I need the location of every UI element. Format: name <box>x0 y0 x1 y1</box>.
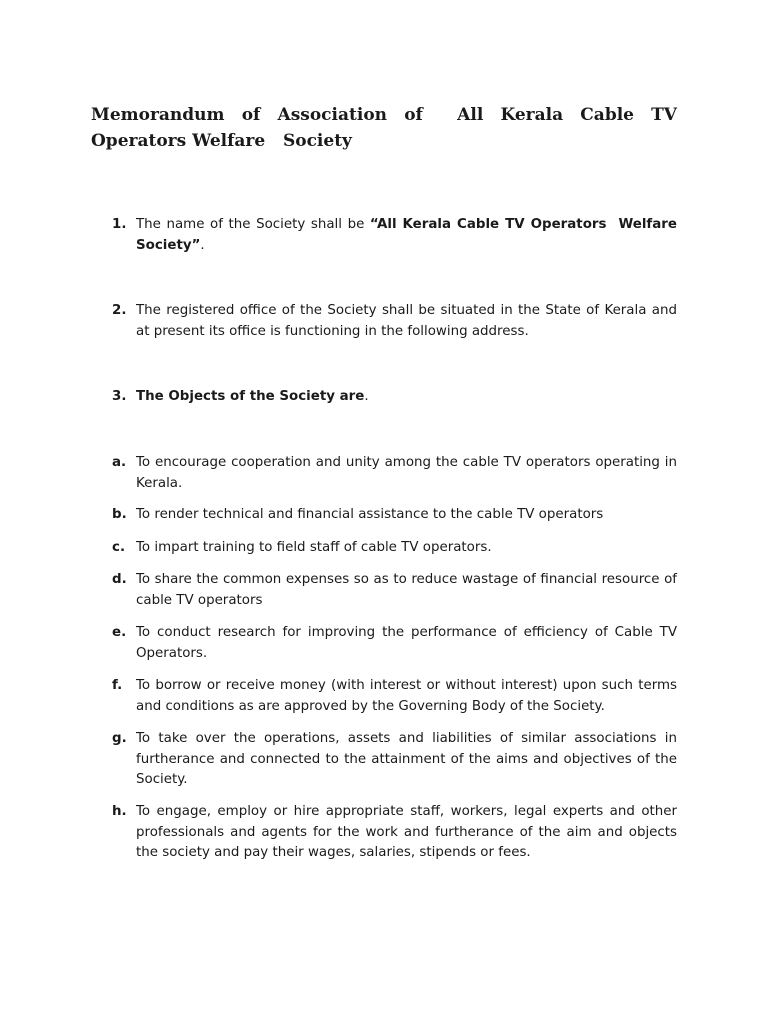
object-e <box>112 623 682 664</box>
object-text: To share the common expenses so as to reduce wastage of financial resource of cable TV operators <box>136 572 682 608</box>
object-text: To encourage cooperation and unity among the cable TV operators operating in Kerala. <box>136 455 682 491</box>
clause-text-end: . <box>200 237 205 253</box>
object-a <box>112 453 682 494</box>
clause-3 <box>112 387 677 408</box>
object-text: To engage, employ or hire appropriate staff, workers, legal experts and other professionals and agents for the work and furtherance of the aim and objects the society and pay their wages, salaries, stipends or fees. <box>136 804 682 860</box>
object-letter: h. <box>112 804 127 819</box>
object-text: To conduct research for improving the performance of efficiency of Cable TV Operators. <box>136 625 682 661</box>
object-f <box>112 676 682 717</box>
object-letter: e. <box>112 625 127 640</box>
object-letter: d. <box>112 572 127 587</box>
document-title: Memorandum of Association of All Kerala Cable TV Operators Welfare Society <box>91 105 683 151</box>
clause-text <box>136 387 677 408</box>
clause-text-end: . <box>364 389 369 404</box>
clause-number: 3. <box>112 389 127 404</box>
object-letter: b. <box>112 507 127 522</box>
object-text: To render technical and financial assistance to the cable TV operators <box>136 507 604 522</box>
object-h <box>112 802 682 864</box>
clause-1 <box>112 215 682 256</box>
clause-number: 1. <box>112 217 127 232</box>
object-letter: g. <box>112 731 127 746</box>
clause-text: The registered office of the Society shall be situated in the State of Kerala and at present its office is functioning in the following address. <box>136 303 682 339</box>
object-letter: c. <box>112 540 126 555</box>
object-text: To impart training to field staff of cable TV operators. <box>136 540 492 555</box>
clause-text <box>136 215 682 256</box>
clause-2 <box>112 301 682 342</box>
object-letter: a. <box>112 455 127 470</box>
objects-heading: The Objects of the Society are <box>136 389 365 404</box>
clause-text-plain: The name of the Society shall be <box>136 217 370 232</box>
object-text: To borrow or receive money (with interest or without interest) upon such terms and conditions as are approved by the Governing Body of the Society. <box>136 678 682 714</box>
clause-number: 2. <box>112 303 127 318</box>
object-letter: f. <box>112 678 123 693</box>
society-name: “All Kerala Cable TV Operators Welfare Society” <box>136 217 682 253</box>
object-text: To take over the operations, assets and liabilities of similar associations in furtherance and connected to the attainment of the aims and objectives of the Society. <box>136 731 682 787</box>
object-b <box>112 505 677 526</box>
object-g <box>112 729 682 791</box>
object-c <box>112 538 677 559</box>
object-d <box>112 570 682 611</box>
